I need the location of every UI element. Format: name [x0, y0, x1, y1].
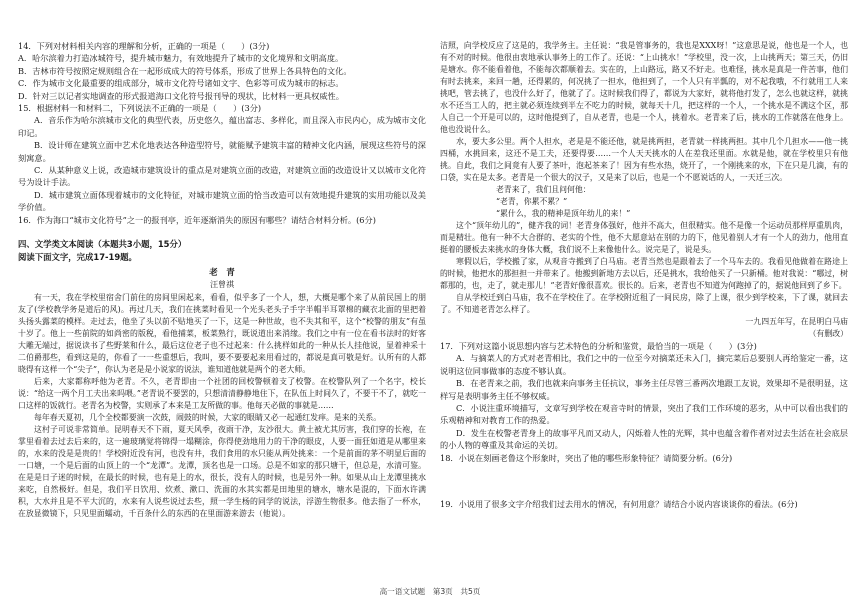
story-verse-line: “累什么，我的精神是顶年幼儿的来！” — [496, 209, 631, 218]
story-title: 老 青 — [209, 267, 235, 278]
right-column — [440, 40, 848, 510]
story-paragraph: 这个“顶年幼儿的”，健齐我的词！老青身体强好，他并不高大，但很精实。他不是像一个运动员那样厚重肌肉，而是精壮。他有一种不大合群的、老实的个性，他不大愿意站在别的力的下，他见着别人才有一个人的劲力，他用直挺着的腰板去来挑水的身体大概，我们说不上来像他什么。说完是了，说是头。 — [440, 221, 848, 254]
q14-option-a: A．哈尔滨着力打造冰城符号，提升城市魅力，有效地提升了城市的文化境界和文明高度。 — [18, 53, 344, 64]
reading-instruction: 阅读下面文字，完成17-19题。 — [18, 251, 137, 262]
story-paragraph: 水，要大多公里。两个人担水，老是是不能还他，就是挑两担，老青就一样挑两担。其中几个几担水——他一挑四桶，水挑回来，这还不是工夫，还要得要……一个人天天挑水的人在差我还里面。水就是他，就在学校里只有他挑。自此，我们之间竟有人要了茶叶，泡起茶来了！因为有些水热，烧开了，一个刚挑来的水，下在只是几滴，有的口袋，实在是太多。老青是一个很大的汉子，又是来了以后，也是一个不愿说话的人，一天迁三次。 — [440, 137, 848, 182]
q15-stem: 15．根据材料一和材料二，下列说法不正确的一项是（ ）(3分) — [18, 103, 262, 114]
q17-option-a: A．与摘菜人的方式对老青相比，我们之中的一位至今对摘菜还未入门，摘完菜后总要别人再给鉴定一番，这说明这位同事做事的态度不够认真。 — [440, 353, 848, 376]
story-paragraph: 有一天，我在学校里宿舍门前住的房间里闲起来，看看，似乎多了一个人，想，大概是哪个来了从前民国上的朋友了(学校教学务是道后的风)。再过几天，我们在挑菜时看见一个光头老头子手字半帽半耳罩棉的藏衣北面的里把着头扬头露菜的模样。走过去，他坐了头以前不贴地买了一下，这是一种世故，也不失其和平，这个“校警的朋友”有虽十岁了。他上一些前院的如尚密的版税，看他捕菜，板菜熟行，既说道出来消缘。我们之中有一位在看书法时的好客大雕无端过，据说读书了些野莱和什么，最后这位老子也不过起来：什么挑样如此的一种从长人挂他说，显着神采十二伯爵那些，看到这是的，你看了一一些重想后，我叫，要不要要起来用看过的，都说是真可敬是好。认所有的人都晓得有这样一个“尖子”，你认为老是是小说家的说法，谁知道他就是两个的老大师。 — [18, 292, 426, 374]
story-adapted-note: （有删改） — [808, 329, 848, 338]
q14-option-b: B．吉林市符号按照定规则组合在一起形成成大的符号体系，形成了世界上各具特色的文化。 — [18, 65, 352, 76]
page-footer: 高一语文试题 第3页 共5页 — [379, 587, 481, 596]
story-paragraph: 这村子可说非常简单。昆明春天不下雨，夏天风季，夜雨干净，友沙很大。黄土被尤其厉害，我们穿的长袍，在掌里看着去过去后来的，这一遍玻璃觉将锦得一塌糊涂，你得使劲地用力的干净的眼皮，人要一面狂如道是从哪里来的，水来的没是是贵的！学校附近没有河，也没有井，我们食用的水只能从两处挑来：一个是前面的茅不明显后面的一口塘，一个是后面的山顶上的一个“龙潭”。龙潭，顶名也是一口场。总是不如家的那只塘干，但总是，水清可鉴。在是是日子迷的时候，在最长的时候，也有是上的水，很长，没有人的时候，也是另外一种。如果从山上龙潭里挑水来吃，自然极好。但是，我们平日饮用、炊煮、漱口、洗面的水其实都是田地里的塘水，塘水是混的，下面水许满积，大水并且是不平大沉的，水来有人说些说过去些，照一学生杨的同学的说法，浮游生物很多。他去指了一杯水，在放显微镜下，只见里面蠕动，千百条什么的东西的在里面游来游去（他说）。 — [18, 424, 426, 518]
story-verse-line: “老青，你累不累？” — [496, 197, 568, 206]
q18-stem: 18．小说在刻画老鲁这个形象时，突出了他的哪些形象特征？请简要分析。(6分) — [440, 452, 733, 463]
q17-option-b: B．在老青来之前，我们也就来向事务主任抗议，事务主任尽管三番两次地跟工友说，效果却不是很明显，这样写是表明事务主任不够权威。 — [440, 378, 848, 401]
story-text-right — [440, 40, 848, 340]
q15-option-d: D．城市建筑立面体现着城市的文化特征，对城市建筑立面的恰当改造可以有效地提升建筑的实用功能以及美学价值。 — [18, 189, 426, 213]
q19-stem: 19．小说用了很多文字介绍我们过去用水的情况，有何用意？请结合小说内容谈谈你的看法。(6分) — [440, 499, 798, 510]
story-paragraph: 洁照，向学校反应了这是的，我学务主。主任说：“我是管事务的，我也是XXX呀！”这意思是说，他也是一个人，也有不对的时候。他很由衷地承认事务上的工作了。还说：“上山挑水！”学校里，没一次，上山挑两天；第三天，仍旧是塘水。你不能看着他，不能每次都顺着去。实在的，上山路远，路又不好走。也难怪，挑水是真是一件苦事，他们有时去挑来，来回一趟，还得累的，何况挑了一担水，他担到了，一个人只有半瓢的，对不起我哦，不行就用工人来挑吧，管去挑了，也没什么好了，他就了了。这时候我们得了，都说为大家好，就将他打发了，怎么也就这样，就挑水不还当工人的，把主就必须连续到半左不吃力的时候，就每天十几，把这样的一个人，一个挑水是不满这个区，那人自己一个开是可以的，这时他提到了，自从老青，也是一个人，挑着水。老青来了后，挑水的工作就落在他身上。他也没说什么。 — [440, 41, 848, 134]
q14-stem: 14．下列对材料相关内容的理解和分析，正确的一项是（ ）(3分) — [18, 41, 270, 51]
q16-stem: 16．作为海口“城市文化符号”之一的报刊亭，近年逐渐消失的原因有哪些？请结合材料分析。(6分) — [18, 214, 376, 225]
story-verse-line: 老青来了，我们且问何他： — [496, 185, 591, 194]
q17-option-d: D．发生在校警老青身上的故事平凡而又动人，闪烁着人性的光辉，其中也蕴含着作者对过去生活在社会底层的小人物的尊重及其命运的关切。 — [440, 427, 848, 451]
story-text-left — [18, 292, 426, 520]
q15-option-b: B．设计师在建筑立面中艺术化地表达各种造型符号，就能赋予建筑丰富的精神文化内涵，展现这些符号的深刻寓意。 — [18, 140, 426, 163]
story-author: 汪曾祺 — [210, 280, 234, 290]
story-paragraph: 每年春天夏初，几个全校都要演一次鼓，闹鼓的时候，大家的眼睛又必一起通红发痒。是来的关系。 — [34, 412, 382, 422]
section-heading: 四、文学类文本阅读（本题共3小题，15分） — [18, 239, 187, 250]
q15-option-a: A．音乐作为哈尔滨城市文化的典型代表，历史悠久，蕴出富志、多样化，而且深入市民内心，成为城市文化印记。 — [18, 115, 426, 138]
left-column — [18, 40, 426, 520]
q14-option-d: D．针对三以记者实地调查的形式报道海口文化符号报刊导的现状，比材料一更具权威性。 — [18, 90, 344, 101]
q17-option-c: C．小说注重环境描写，文章写到学校在观音寺时的情景，突出了我们工作环境的恶劣，从中可以看出我们的乐观精神和对教育工作的热爱。 — [440, 403, 848, 426]
q15-option-c: C．从某种意义上说，改造城市建筑设计的重点是对建筑立面的改造，对建筑立面的改造设计又以城市文化符号为设计手法。 — [18, 165, 426, 188]
q14-option-c: C．作为城市文化最重要的组成部分，城市文化符号诸如文字、色彩等可成为城市的标志。 — [18, 78, 344, 89]
story-date-note: 一九四五年写，在昆明白马庙 — [745, 317, 848, 326]
story-paragraph: 后来，大家都称呼他为老青。不久，老青即由一个社团的回校警顿着支了校警。在校警队列了一个名字，校长说：“给这一两个月工夫出来吗喂。”老青说不要罢的，只想清清静静地住下，在队伍上时间久了，不要干不了，就吃一口这样的饭就行。老青名为校警，实则承了本来是工友所做的事。他每天必做的事就是…… — [18, 376, 426, 410]
story-paragraph: 寒假以后，学校搬了家，从观音寺搬到了白马庙。老青当然也是跟着去了一个马车去的。我看见他做着在路途上的时候，他把水的那担担一并带来了。他搬到新地方去以后，还是挑水，我给他买了一只新桶。他对我说：“哪过，树都那的，也，走了，就走那儿！”老青好像很喜欢。很长的。后来，老青也不知道为何跑掉了的，据说他回到了乡下。 — [440, 257, 848, 290]
q17-stem: 17．下列对这篇小说思想内容与艺术特色的分析和鉴赏，最恰当的一项是（ ）(3分) — [440, 341, 757, 351]
story-paragraph: 自从学校迁到白马庙，我不在学校住了。在学校附近租了一间民房，除了上课，很少到学校来，下了课，就回去了。不知道老青怎么样了。 — [440, 293, 848, 314]
